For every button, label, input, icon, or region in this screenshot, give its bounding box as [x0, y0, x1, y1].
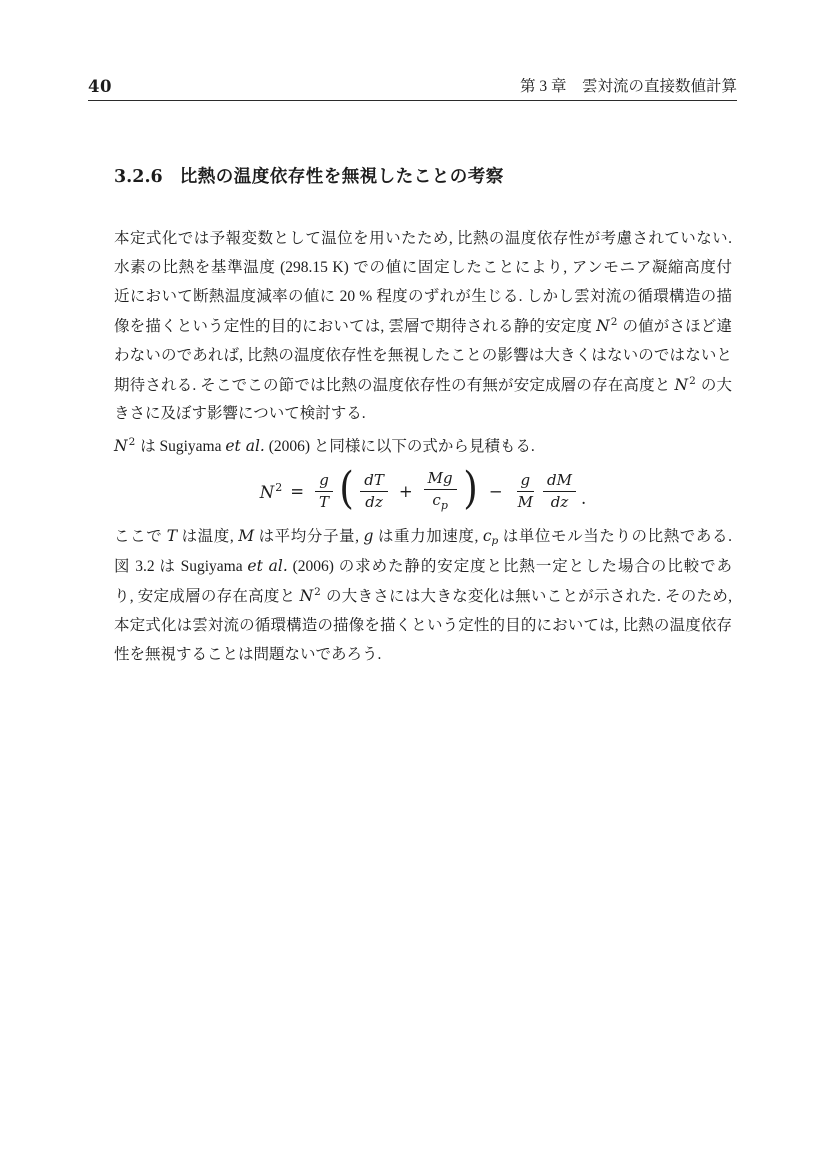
- text-line: 近において断熱温度減率の値に 20 % 程度のずれが生じる. しかし雲対流の循環構造の描: [114, 287, 732, 305]
- page-content: [114, 164, 732, 670]
- text-line: 像を描くという定性的目的においては, 雲層で期待される静的安定度 $N^2$ の値がさほど違: [114, 315, 732, 335]
- fraction-g-over-T: $\frac{g}{T}$: [315, 472, 333, 512]
- text-line: $N^2$ は Sugiyama et al. (2006) と同様に以下の式から見積もる.: [114, 436, 535, 456]
- section-number: 3.2.6: [114, 167, 163, 187]
- math-lhs: [260, 481, 282, 502]
- text-line: 期待される. そこでこの節では比熱の温度依存性の有無が安定成層の存在高度と $N^2$ の大: [114, 374, 732, 394]
- math-symbol-N: N: [259, 482, 275, 502]
- paragraph-1: [114, 225, 732, 429]
- text-line: 性を無視することは問題ないであろう.: [114, 645, 382, 663]
- fraction-dT-over-dz: $\frac{dT}{dz}$: [360, 472, 388, 512]
- fraction-g-over-M: $\frac{g}{M}$: [517, 470, 533, 511]
- left-paren: (: [339, 463, 354, 515]
- math-superscript-2: 2: [275, 480, 283, 494]
- paragraph-2: [114, 522, 732, 670]
- equation-intro: [114, 432, 732, 462]
- equation-period: .: [580, 488, 587, 508]
- section-heading: [114, 164, 732, 189]
- right-paren: ): [462, 463, 478, 515]
- text-line: 本定式化では予報変数として温位を用いたため, 比熱の温度依存性が考慮されていない.: [114, 230, 732, 247]
- text-line: 本定式化は雲対流の循環構造の描像を描くという定性的目的においては, 比熱の温度依存: [114, 616, 732, 634]
- text-line: 水素の比熱を基準温度 (298.15 K) での値に固定したことにより, アンモニア凝縮高度付: [114, 258, 732, 276]
- static-stability-equation: [114, 463, 732, 516]
- math-subscript-p: p: [440, 499, 448, 513]
- running-head: 第 3 章 雲対流の直接数値計算: [519, 78, 737, 95]
- text-line: 図 3.2 は Sugiyama et al. (2006) の求めた静的安定度と比熱一定とした場合の比較であ: [114, 557, 732, 576]
- text-line: きさに及ぼす影響について検討する.: [114, 405, 366, 423]
- equals-sign: =: [290, 481, 305, 501]
- plus-sign: +: [398, 481, 413, 501]
- fraction-dM-over-dz: $\frac{dM}{dz}$: [543, 472, 576, 512]
- page-header: [88, 74, 737, 101]
- text-line: り, 安定成層の存在高度と $N^2$ の大きさには大きな変化は無いことが示された. そのため,: [114, 586, 732, 606]
- fraction-Mg-over-cp: $\frac{Mg}{c_p}$: [424, 470, 457, 513]
- section-title: 比熱の温度依存性を無視したことの考察: [179, 166, 504, 186]
- minus-sign: −: [488, 481, 503, 501]
- page-number: 40: [88, 77, 112, 96]
- text-line: ここで T は温度, M は平均分子量, g は重力加速度, cp は単位モル当たりの比熱である.: [114, 527, 732, 548]
- text-line: わないのであれば, 比熱の温度依存性を無視したことの影響は大きくはないのではないと: [114, 346, 732, 364]
